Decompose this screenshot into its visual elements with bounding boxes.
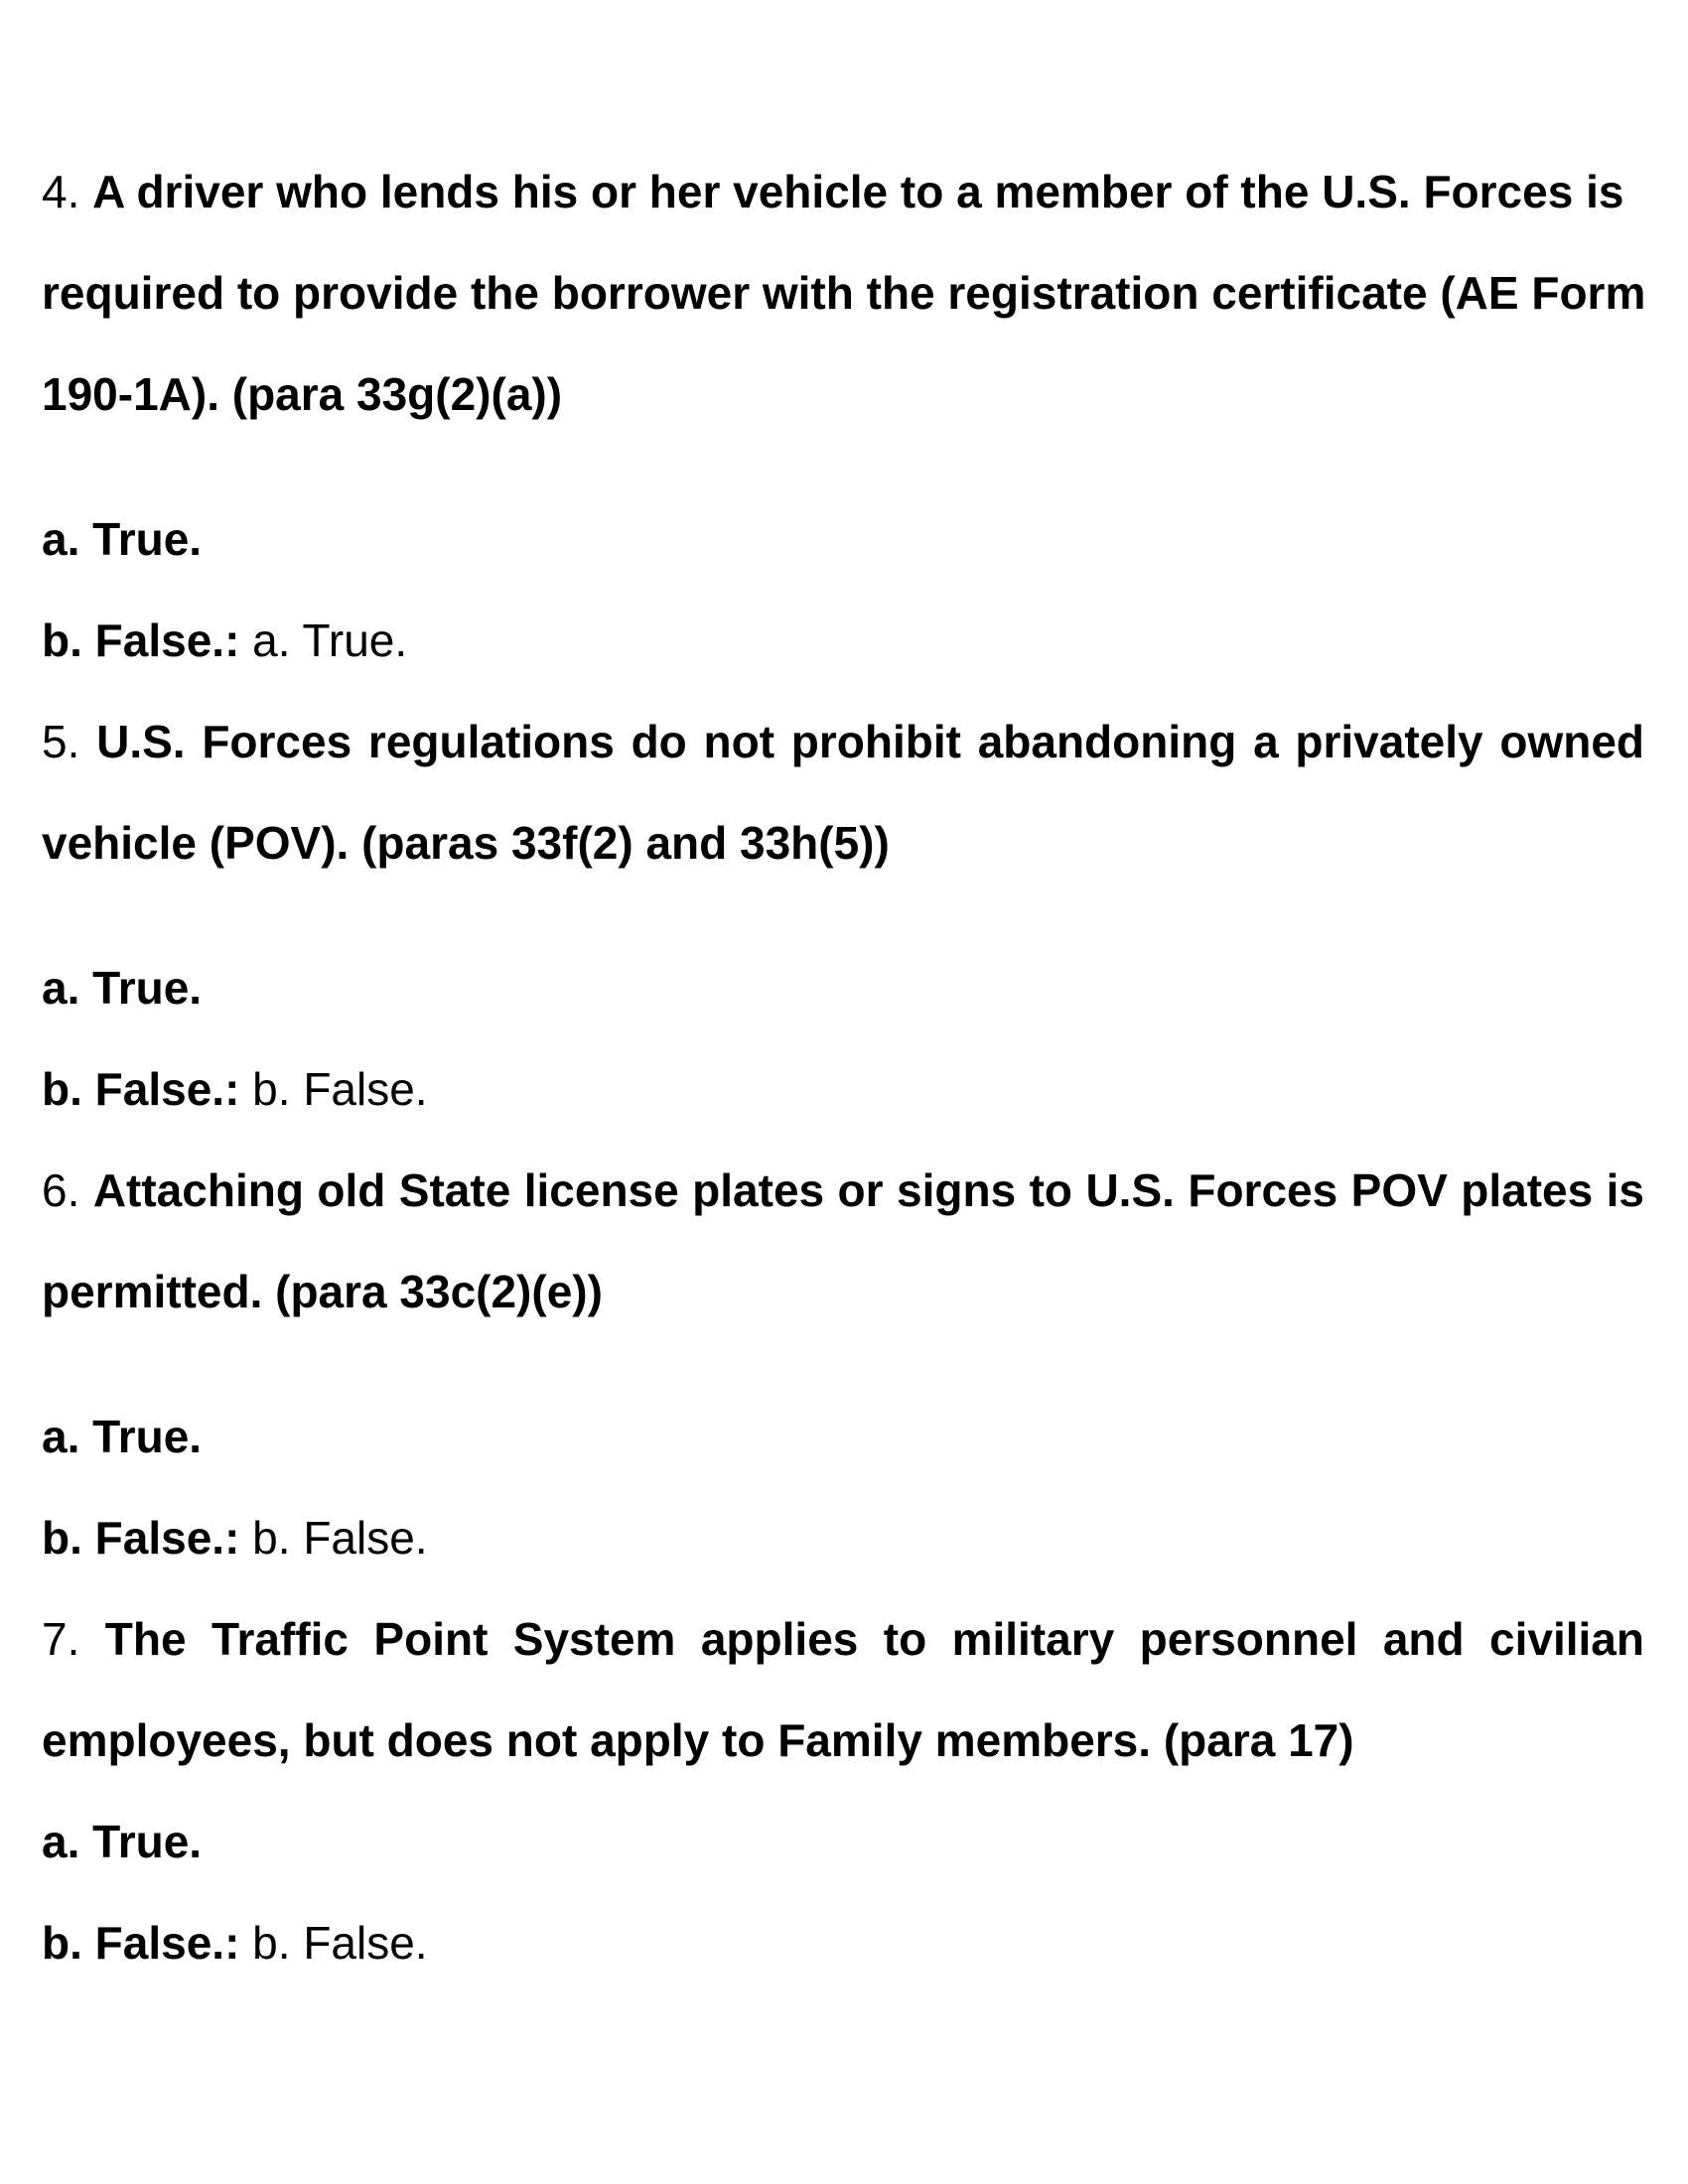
option-b-label: b. False.: [42, 1512, 240, 1564]
question-6-line-2: permitted. (para 33c(2)(e)) [42, 1266, 603, 1317]
answer-text: b. False. [252, 1063, 428, 1115]
question-number: 7. [42, 1613, 80, 1665]
question-5-option-b [42, 1062, 1644, 1116]
question-number: 6. [42, 1164, 80, 1216]
question-6-option-b [42, 1511, 1644, 1565]
question-5-option-a: a. True. [42, 962, 203, 1014]
question-4-line-3: 190-1A). (para 33g(2)(a)) [42, 368, 563, 420]
answer-text: a. True. [252, 614, 408, 666]
question-4-line-2: required to provide the borrower with the registration certificate (AE Form [42, 267, 1646, 319]
question-number: 4. [42, 166, 80, 217]
question-text: A driver who lends his or her vehicle to a member of the U.S. Forces is [92, 166, 1624, 217]
question-7-line-2: employees, but does not apply to Family members. (para 17) [42, 1714, 1354, 1766]
question-7-option-a: a. True. [42, 1816, 203, 1867]
option-b-label: b. False.: [42, 614, 240, 666]
question-number: 5. [42, 716, 80, 767]
question-7-option-b [42, 1916, 1644, 1970]
question-4-option-a: a. True. [42, 513, 203, 565]
option-b-label: b. False.: [42, 1063, 240, 1115]
option-b-label: b. False.: [42, 1917, 240, 1969]
answer-text: b. False. [252, 1512, 428, 1564]
question-4-line-1 [42, 165, 1644, 218]
question-text: The Traffic Point System applies to military personnel and civilian [104, 1613, 1644, 1665]
question-text: U.S. Forces regulations do not prohibit abandoning a privately owned [96, 716, 1645, 767]
question-5-line-1 [42, 715, 1644, 768]
question-text: Attaching old State license plates or signs to U.S. Forces POV plates is [92, 1164, 1645, 1216]
question-6-line-1 [42, 1163, 1644, 1217]
question-6-option-a: a. True. [42, 1411, 203, 1462]
question-5-line-2: vehicle (POV). (paras 33f(2) and 33h(5)) [42, 817, 890, 869]
question-7-line-1 [42, 1612, 1644, 1666]
question-4-option-b [42, 614, 1644, 667]
answer-text: b. False. [252, 1917, 428, 1969]
